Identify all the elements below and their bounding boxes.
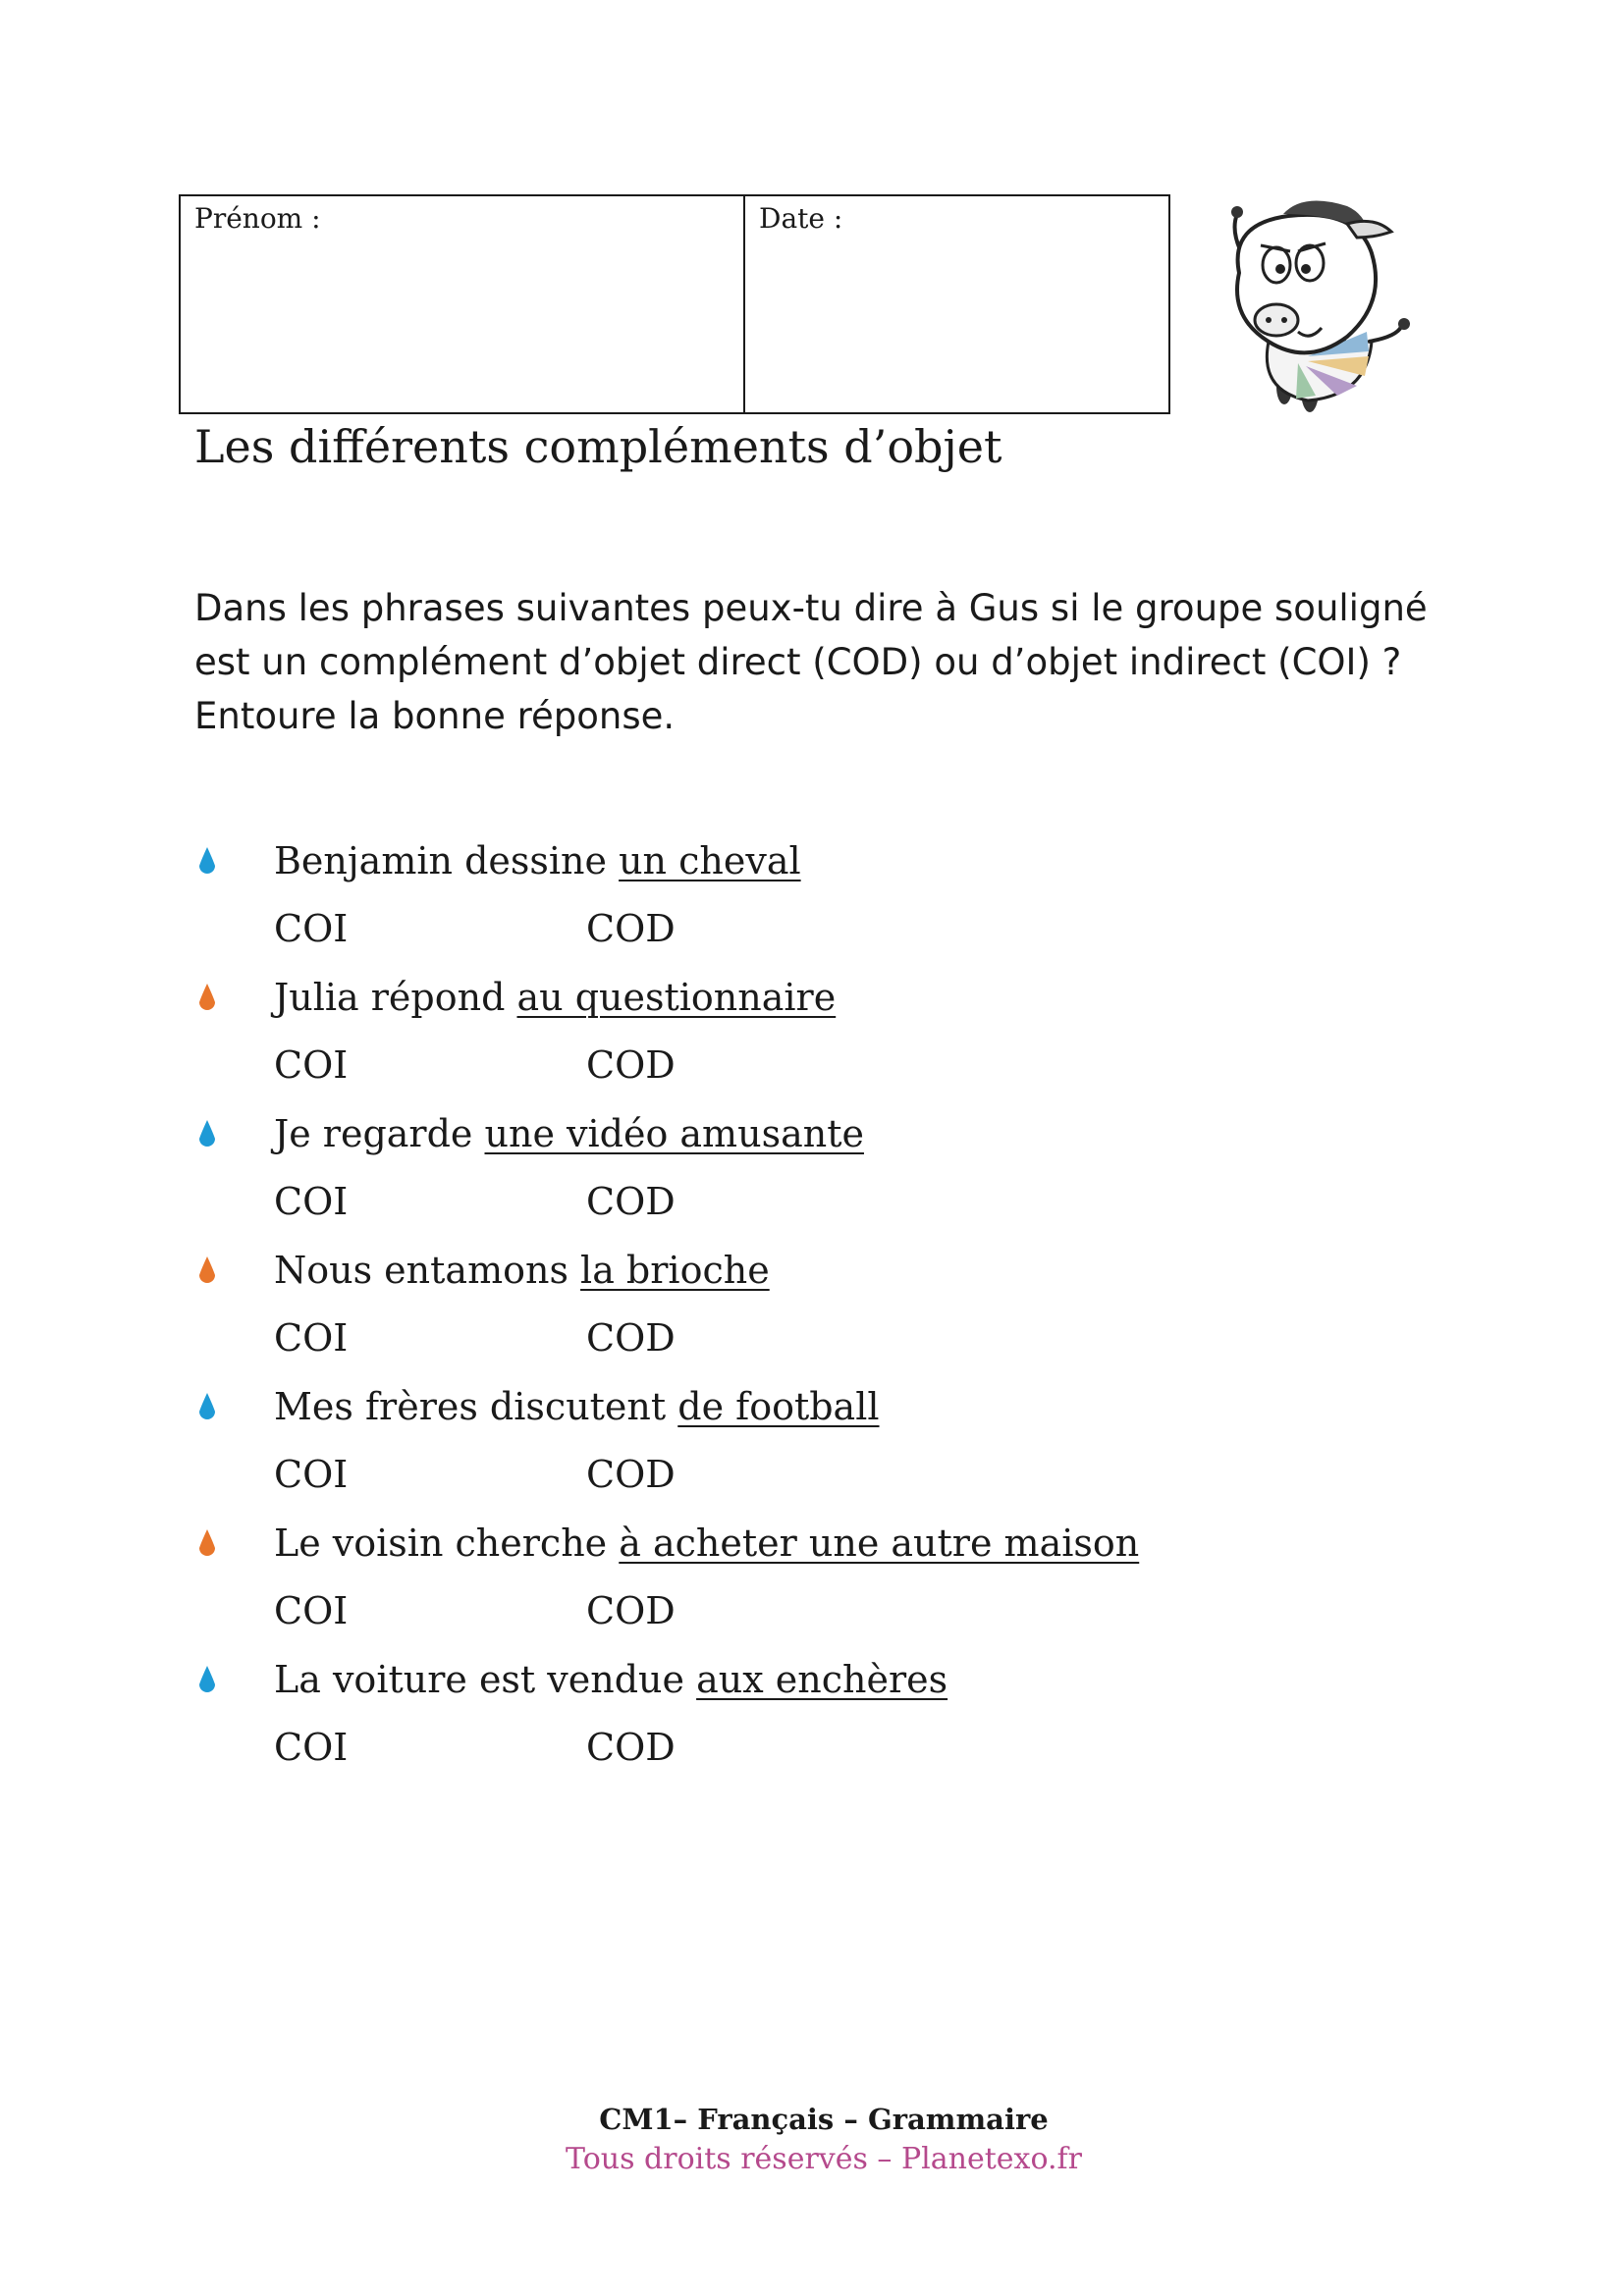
instruction-line: Dans les phrases suivantes peux-tu dire à Gus si le groupe souligné [194, 587, 1428, 629]
sentence [274, 1521, 1139, 1566]
sentence [274, 975, 836, 1020]
orange-drop-icon [196, 1255, 218, 1285]
footer-rights: Tous droits réservés – Planetexo.fr [566, 2142, 1082, 2176]
exercise-item [0, 1384, 1624, 1522]
sentence-text: Mes frères discutent [274, 1385, 678, 1428]
underlined-group: la brioche [580, 1249, 770, 1292]
sentence-text: Benjamin dessine [274, 839, 620, 882]
date-field[interactable] [745, 196, 1168, 412]
prenom-label: Prénom : [194, 202, 321, 235]
underlined-group: un cheval [619, 839, 801, 882]
underlined-group: une vidéo amusante [484, 1112, 864, 1155]
choice-coi[interactable]: COI [274, 1043, 349, 1087]
orange-drop-icon [196, 1528, 218, 1558]
sentence-text: Julia répond [274, 976, 517, 1019]
underlined-group: aux enchères [696, 1658, 948, 1701]
choice-cod[interactable]: COD [586, 907, 676, 950]
choice-cod[interactable]: COD [586, 1316, 676, 1360]
blue-drop-icon [196, 1665, 218, 1694]
choice-coi[interactable]: COI [274, 907, 349, 950]
exercise-item [0, 1111, 1624, 1249]
blue-drop-icon [196, 1119, 218, 1148]
choice-cod[interactable]: COD [586, 1453, 676, 1496]
gus-mascot-icon [1200, 194, 1416, 416]
sentence [274, 1111, 864, 1156]
underlined-group: au questionnaire [516, 976, 837, 1019]
sentence [274, 1248, 770, 1293]
underlined-group: à acheter une autre maison [619, 1522, 1140, 1565]
orange-drop-icon [196, 983, 218, 1012]
student-info-box [179, 194, 1170, 414]
prenom-field[interactable] [181, 196, 745, 412]
blue-drop-icon [196, 846, 218, 876]
choice-coi[interactable]: COI [274, 1316, 349, 1360]
sentence-text: La voiture est vendue [274, 1658, 697, 1701]
exercise-item [0, 975, 1624, 1112]
choice-cod[interactable]: COD [586, 1726, 676, 1769]
exercise-item [0, 1248, 1624, 1385]
sentence-text: Je regarde [274, 1112, 485, 1155]
blue-drop-icon [196, 1392, 218, 1421]
choice-cod[interactable]: COD [586, 1180, 676, 1223]
choice-coi[interactable]: COI [274, 1453, 349, 1496]
choice-coi[interactable]: COI [274, 1726, 349, 1769]
underlined-group: de football [677, 1385, 880, 1428]
exercise-item [0, 1657, 1624, 1794]
sentence-text: Nous entamons [274, 1249, 581, 1292]
sentence [274, 838, 801, 883]
footer-subject: CM1– Français – Grammaire [599, 2103, 1049, 2136]
choice-coi[interactable]: COI [274, 1589, 349, 1632]
choice-cod[interactable]: COD [586, 1043, 676, 1087]
choice-coi[interactable]: COI [274, 1180, 349, 1223]
instruction-line: est un complément d’objet direct (COD) ou d’objet indirect (COI) ? [194, 641, 1402, 683]
exercise-item [0, 838, 1624, 976]
sentence [274, 1657, 947, 1702]
instructions [194, 581, 1441, 743]
sentence [274, 1384, 880, 1429]
exercise-item [0, 1521, 1624, 1658]
choice-cod[interactable]: COD [586, 1589, 676, 1632]
sentence-text: Le voisin cherche [274, 1522, 620, 1565]
instruction-line: Entoure la bonne réponse. [194, 695, 676, 737]
page-title: Les différents compléments d’objet [194, 420, 1002, 473]
date-label: Date : [759, 202, 843, 235]
